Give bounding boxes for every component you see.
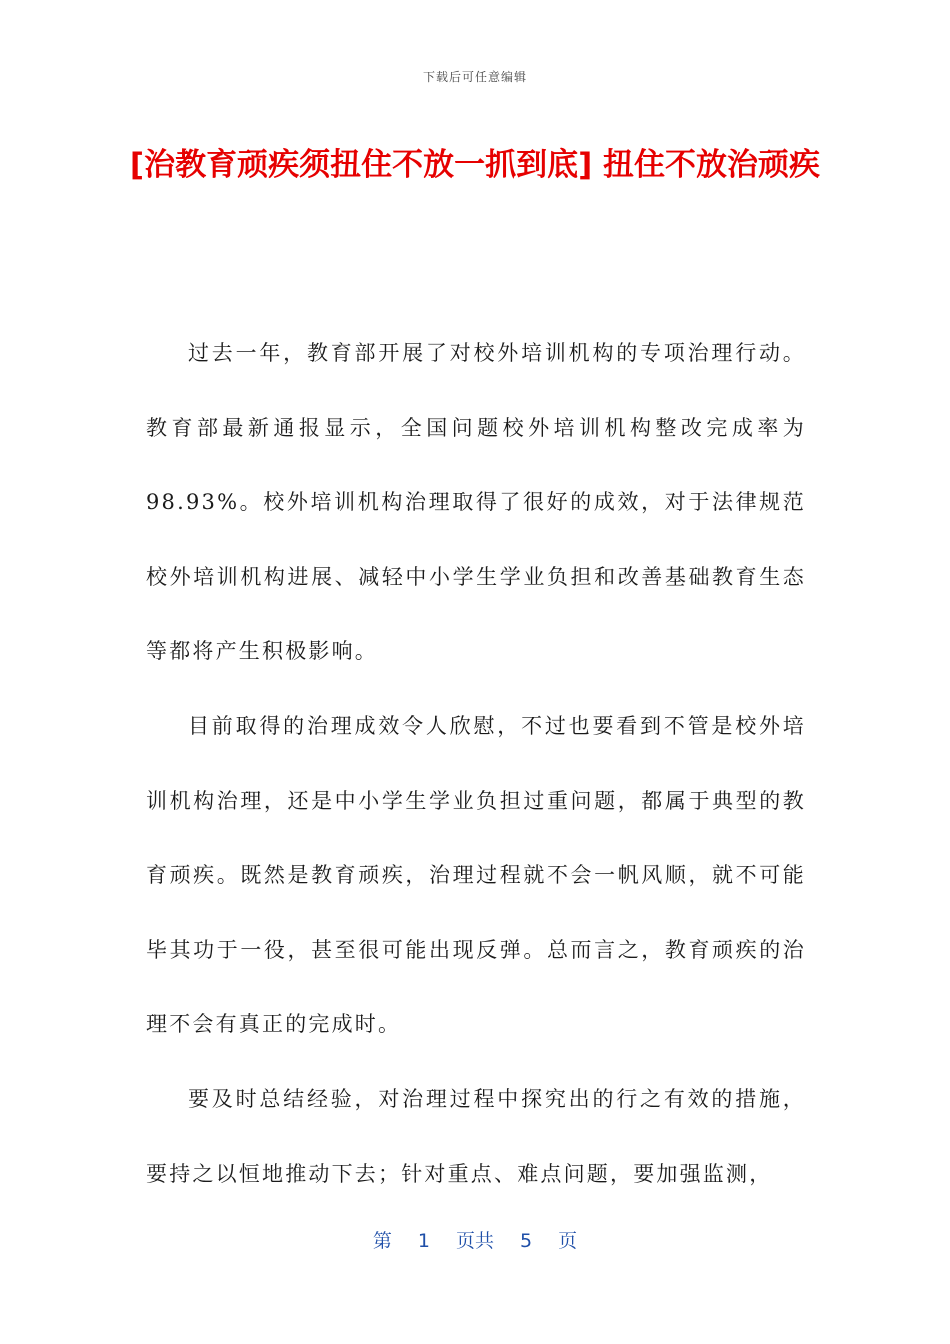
paragraph-3: 要及时总结经验，对治理过程中探究出的行之有效的措施，要持之以恒地推动下去；针对重点、难点问题，要加强监测， xyxy=(146,1086,806,1186)
footer-page-mid: 页共 xyxy=(455,1230,494,1252)
footer-current-page: 1 xyxy=(417,1230,430,1252)
paragraph-1: 过去一年，教育部开展了对校外培训机构的专项治理行动。教育部最新通报显示，全国问题校外培训机构整改完成率为98.93%。校外培训机构治理取得了很好的成效，对于法律规范校外培训机构进展、减轻中小学生学业负担和改善基础教育生态等都将产生积极影响。 xyxy=(146,341,806,664)
footer-page-suffix: 页 xyxy=(558,1230,578,1252)
paragraph-2: 目前取得的治理成效令人欣慰，不过也要看到不管是校外培训机构治理，还是中小学生学业负担过重问题，都属于典型的教育顽疾。既然是教育顽疾，治理过程就不会一帆风顺，就不可能毕其功于一役，甚至很可能出现反弹。总而言之，教育顽疾的治理不会有真正的完成时。 xyxy=(146,713,806,1037)
footer-total-pages: 5 xyxy=(520,1230,533,1252)
page-footer xyxy=(0,1226,950,1253)
footer-page-prefix: 第 xyxy=(372,1230,392,1252)
document-body xyxy=(146,316,806,1211)
header-note: 下载后可任意编辑 xyxy=(422,70,527,84)
document-title: [治教育顽疾须扭住不放一抓到底] 扭住不放治顽疾 xyxy=(129,147,821,183)
